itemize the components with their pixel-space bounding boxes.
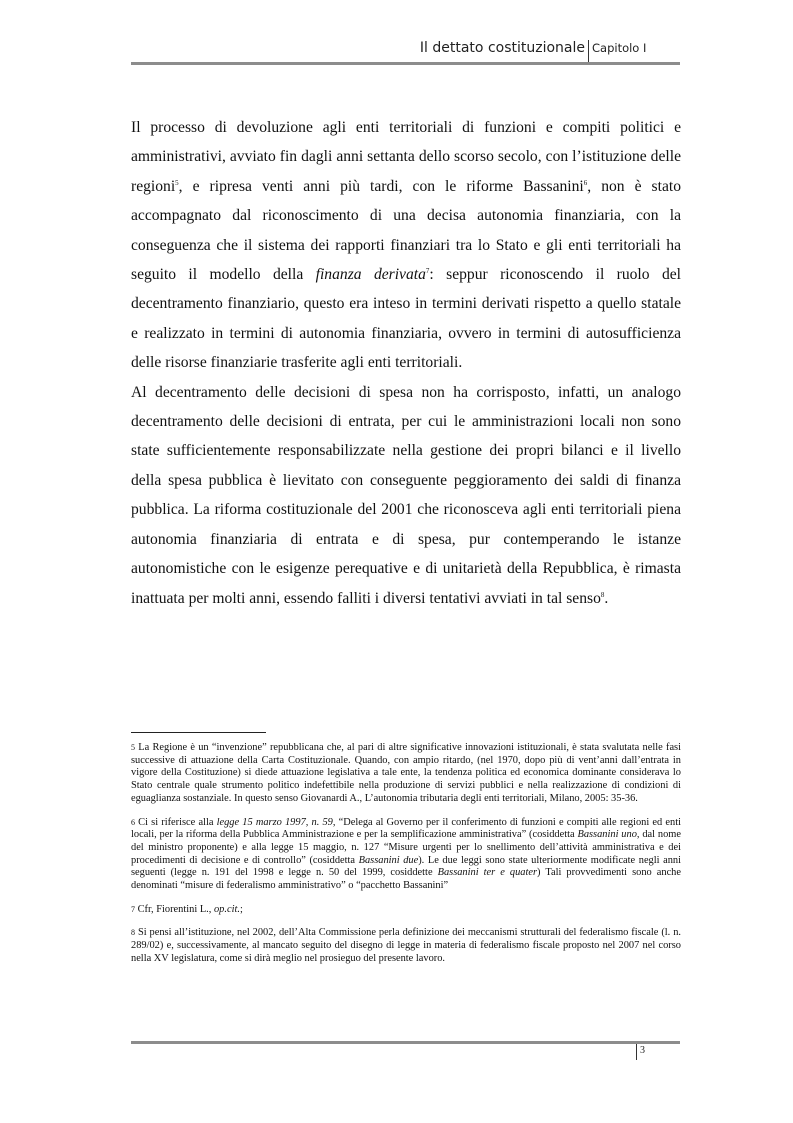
paragraph-1-text-d: : seppur riconoscendo il ruolo del decentramento finanziario, questo era inteso in termini derivati rispetto a quello statale e realizzato in termini di autonomia finanziaria, ovvero in termini di autosufficienza delle risorse finanziarie trasferite agli enti territoriali. bbox=[131, 266, 681, 372]
footnote-6-italic-c: Bassanini due bbox=[358, 854, 419, 866]
footnote-7-number: 7 bbox=[131, 904, 135, 914]
footnote-6 bbox=[131, 817, 681, 893]
paragraph-2-text-a: Al decentramento delle decisioni di spesa non ha corrisposto, infatti, un analogo decentramento delle decisioni di entrata, per cui le amministrazioni locali non sono state sufficientemente responsabilizzate nella gestione dei propri bilanci e il livello della spesa pubblica è lievitato con conseguente peggioramento dei saldi di finanza pubblica. La riforma costituzionale del 2001 che riconosceva agli enti territoriali piena autonomia finanziaria di entrata e di spesa, pur contemperando le istanze autonomistiche con le esigenze perequative e di unitarietà della Repubblica, è rimasta inattuata per molti anni, essendo falliti i diversi tentativi avviati in tal senso bbox=[131, 383, 681, 607]
footnote-8-text: Si pensi all’istituzione, nel 2002, dell’Alta Commissione perla definizione dei meccanismi strutturali del federalismo fiscale (l. n. 289/02) e, successivamente, al mancato seguito del disegno di legge in materia di federalismo fiscale proposto nel 2007 nel corso nella XV legislatura, come si dirà meglio nel prosieguo del presente lavoro. bbox=[131, 927, 681, 964]
footnote-ref-5[interactable]: 5 bbox=[175, 178, 179, 187]
footnote-5-text: La Regione è un “invenzione” repubblicana che, al pari di altre significative innovazioni istituzionali, è stata svalutata nelle fasi successive di attuazione della Carta Costituzionale. Quando, con ampio ritardo, (nel 1970, dopo più di vent’anni dall’entrata in vigore della Costituzione) si diede attuazione legislativa a tale ente, la tendenza politica ed economica dominante considerava lo Stato centrale quale strumento politico indefettibile nella produzione di servizi pubblici e nella realizzazione di condizioni di eguaglianza sostanziale. In questo senso Giovanardi A., L’autonomia tributaria degli enti territoriali, Milano, 2005: 35-36. bbox=[131, 742, 681, 804]
footnote-7-italic: op.cit. bbox=[213, 903, 240, 915]
paragraph-1-text-a: Il processo di devoluzione agli enti territoriali di funzioni e compiti politici e amministrativi, avviato fin dagli anni settanta dello scorso secolo, con l’istituzione delle regioni bbox=[131, 119, 681, 195]
footnote-6-italic-d: Bassanini ter e quater bbox=[437, 867, 538, 879]
footnote-ref-8[interactable]: 8 bbox=[600, 590, 605, 599]
footnote-ref-6[interactable]: 6 bbox=[583, 178, 588, 187]
footnote-5 bbox=[131, 742, 681, 806]
footnote-6-text-c: , dal nome del ministro proponente) e alla legge 15 maggio, n. 127 “Misure urgenti per lo snellimento dell’attività amministrativa e dei procedimenti di decisione e di controllo” (cosiddetta bbox=[131, 829, 681, 866]
footer-rule bbox=[131, 1041, 680, 1044]
footnote-6-italic-a: legge 15 marzo 1997, n. 59 bbox=[216, 816, 333, 828]
footnote-6-text-d: ). Le due leggi sono state ulteriormente modificate negli anni seguenti (legge n. 191 del 1998 e legge n. 50 del 1999, cosiddette bbox=[131, 854, 681, 879]
footnote-5-number: 5 bbox=[131, 743, 135, 752]
footnote-6-text-b: , “Delega al Governo per il conferimento di funzioni e compiti alle regioni ed enti locali, per la riforma della Pubblica Amministrazione e per la semplificazione amministrativa” (cosiddetta bbox=[131, 816, 681, 841]
running-header-chapter: Capitolo I bbox=[588, 40, 646, 62]
footnote-6-number: 6 bbox=[131, 817, 135, 827]
footnote-7-text-a: Cfr, Fiorentini L., bbox=[137, 903, 214, 915]
paragraph-1-text-b: , e ripresa venti anni più tardi, con le riforme Bassanini bbox=[178, 177, 584, 195]
footnote-7 bbox=[131, 904, 681, 917]
header-rule bbox=[131, 62, 680, 65]
footnote-8-number: 8 bbox=[131, 928, 135, 938]
paragraph-1-italic-term: finanza derivata bbox=[315, 266, 426, 284]
paragraph-1 bbox=[131, 113, 681, 378]
body-text bbox=[131, 113, 681, 613]
footnote-ref-7[interactable]: 7 bbox=[425, 266, 430, 275]
footnote-6-text-a: Ci si riferisce alla bbox=[138, 816, 217, 828]
footnote-6-italic-b: Bassanini uno bbox=[577, 829, 637, 841]
paragraph-2-text-b: . bbox=[604, 589, 609, 607]
paragraph-2 bbox=[131, 378, 681, 613]
footnotes bbox=[131, 742, 681, 966]
footnote-6-text-e: ) Tali provvedimenti sono anche denominati “misure di federalismo amministrativo” o “pacchetto Bassanini” bbox=[131, 867, 681, 892]
running-header-title: Il dettato costituzionale bbox=[419, 40, 585, 56]
footnote-separator bbox=[131, 732, 266, 733]
paragraph-1-text-c: , non è stato accompagnato dal riconoscimento di una decisa autonomia finanziaria, con la conseguenza che il sistema dei rapporti finanziari tra lo Stato e gli enti territoriali ha seguito il modello della bbox=[131, 177, 682, 284]
footnote-8 bbox=[131, 927, 681, 965]
footnote-7-text-b: ; bbox=[239, 903, 243, 915]
page-number: 3 bbox=[636, 1044, 645, 1060]
